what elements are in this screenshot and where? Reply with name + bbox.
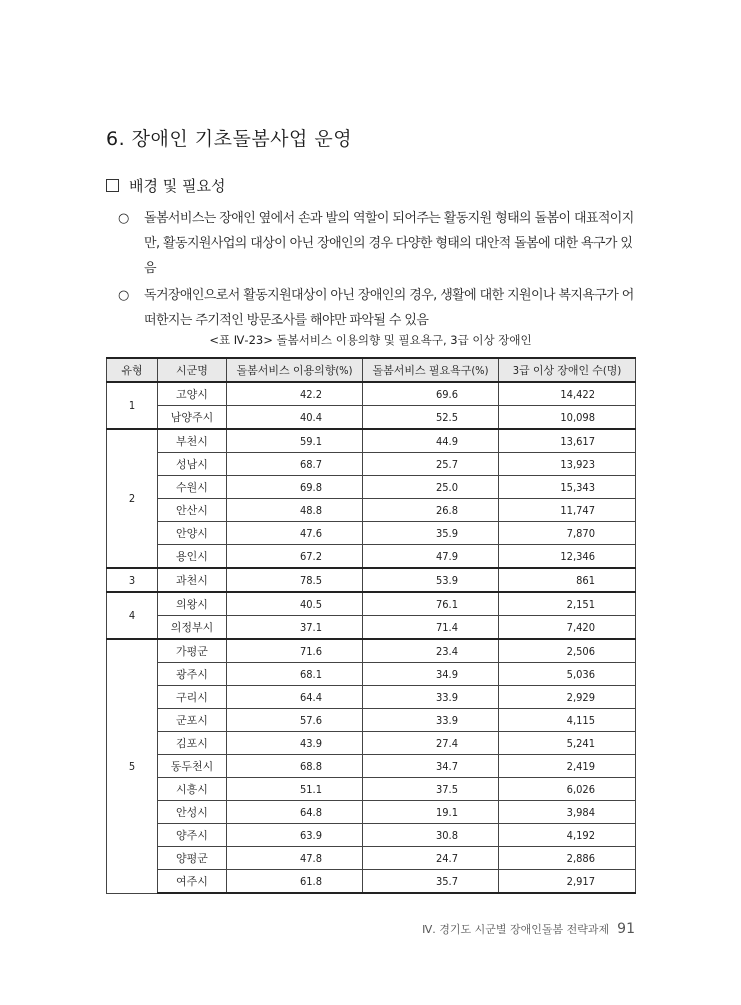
intent-cell: 67.2 bbox=[227, 545, 363, 569]
count-cell: 2,886 bbox=[499, 847, 636, 870]
table-row bbox=[107, 847, 636, 870]
city-cell: 군포시 bbox=[158, 709, 227, 732]
section-title: 6. 장애인 기초돌봄사업 운영 bbox=[106, 128, 353, 150]
count-cell: 3,984 bbox=[499, 801, 636, 824]
need-cell: 26.8 bbox=[363, 499, 499, 522]
header-cell: 3급 이상 장애인 수(명) bbox=[499, 358, 636, 382]
intent-cell: 47.8 bbox=[227, 847, 363, 870]
table-row bbox=[107, 663, 636, 686]
table-row bbox=[107, 801, 636, 824]
count-cell: 15,343 bbox=[499, 476, 636, 499]
count-cell: 2,929 bbox=[499, 686, 636, 709]
count-cell: 2,151 bbox=[499, 592, 636, 616]
header-cell: 시군명 bbox=[158, 358, 227, 382]
intent-cell: 64.4 bbox=[227, 686, 363, 709]
need-cell: 25.7 bbox=[363, 453, 499, 476]
count-cell: 5,036 bbox=[499, 663, 636, 686]
table-row bbox=[107, 545, 636, 569]
intent-cell: 40.4 bbox=[227, 406, 363, 430]
intent-cell: 68.1 bbox=[227, 663, 363, 686]
count-cell: 7,870 bbox=[499, 522, 636, 545]
table-row bbox=[107, 592, 636, 616]
count-cell: 2,419 bbox=[499, 755, 636, 778]
table-row bbox=[107, 568, 636, 592]
table-row bbox=[107, 686, 636, 709]
table-row bbox=[107, 499, 636, 522]
city-cell: 성남시 bbox=[158, 453, 227, 476]
city-cell: 안산시 bbox=[158, 499, 227, 522]
need-cell: 35.7 bbox=[363, 870, 499, 894]
need-cell: 24.7 bbox=[363, 847, 499, 870]
city-cell: 고양시 bbox=[158, 382, 227, 406]
city-cell: 김포시 bbox=[158, 732, 227, 755]
table-row bbox=[107, 616, 636, 640]
table-row bbox=[107, 406, 636, 430]
city-cell: 용인시 bbox=[158, 545, 227, 569]
table-row bbox=[107, 476, 636, 499]
header-cell: 돌봄서비스 이용의향(%) bbox=[227, 358, 363, 382]
intent-cell: 51.1 bbox=[227, 778, 363, 801]
need-cell: 34.9 bbox=[363, 663, 499, 686]
city-cell: 안성시 bbox=[158, 801, 227, 824]
count-cell: 5,241 bbox=[499, 732, 636, 755]
count-cell: 13,617 bbox=[499, 429, 636, 453]
data-table bbox=[106, 357, 636, 894]
city-cell: 양주시 bbox=[158, 824, 227, 847]
type-cell: 4 bbox=[107, 592, 158, 639]
need-cell: 27.4 bbox=[363, 732, 499, 755]
table-row bbox=[107, 639, 636, 663]
need-cell: 44.9 bbox=[363, 429, 499, 453]
city-cell: 동두천시 bbox=[158, 755, 227, 778]
intent-cell: 59.1 bbox=[227, 429, 363, 453]
bullet-list bbox=[118, 206, 638, 335]
city-cell: 의왕시 bbox=[158, 592, 227, 616]
intent-cell: 68.8 bbox=[227, 755, 363, 778]
need-cell: 76.1 bbox=[363, 592, 499, 616]
bullet-text: 독거장애인으로서 활동지원대상이 아닌 장애인의 경우, 생활에 대한 지원이나 복지욕구가 어떠한지는 주기적인 방문조사를 해야만 파악될 수 있음 bbox=[144, 288, 634, 328]
header-cell: 돌봄서비스 필요욕구(%) bbox=[363, 358, 499, 382]
intent-cell: 47.6 bbox=[227, 522, 363, 545]
bullet-text: 돌봄서비스는 장애인 옆에서 손과 발의 역할이 되어주는 활동지원 형태의 돌봄이 대표적이지만, 활동지원사업의 대상이 아닌 장애인의 경우 다양한 형태의 대안적 돌봄에 대한 욕구가 있음 bbox=[144, 211, 634, 276]
count-cell: 2,506 bbox=[499, 639, 636, 663]
table-row bbox=[107, 870, 636, 894]
table-header-row bbox=[107, 358, 636, 382]
count-cell: 10,098 bbox=[499, 406, 636, 430]
need-cell: 69.6 bbox=[363, 382, 499, 406]
count-cell: 11,747 bbox=[499, 499, 636, 522]
need-cell: 19.1 bbox=[363, 801, 499, 824]
table-row bbox=[107, 732, 636, 755]
type-cell: 2 bbox=[107, 429, 158, 568]
type-cell: 5 bbox=[107, 639, 158, 893]
table-row bbox=[107, 453, 636, 476]
intent-cell: 71.6 bbox=[227, 639, 363, 663]
type-cell: 3 bbox=[107, 568, 158, 592]
city-cell: 양평군 bbox=[158, 847, 227, 870]
table-row bbox=[107, 824, 636, 847]
subheading-text: 배경 및 필요성 bbox=[129, 177, 226, 195]
count-cell: 2,917 bbox=[499, 870, 636, 894]
intent-cell: 78.5 bbox=[227, 568, 363, 592]
bullet-item bbox=[118, 283, 638, 333]
city-cell: 남양주시 bbox=[158, 406, 227, 430]
intent-cell: 40.5 bbox=[227, 592, 363, 616]
count-cell: 6,026 bbox=[499, 778, 636, 801]
table-body bbox=[107, 382, 636, 893]
need-cell: 23.4 bbox=[363, 639, 499, 663]
footer-text: Ⅳ. 경기도 시군별 장애인돌봄 전략과제 bbox=[422, 923, 610, 936]
count-cell: 861 bbox=[499, 568, 636, 592]
city-cell: 가평군 bbox=[158, 639, 227, 663]
table-row bbox=[107, 382, 636, 406]
circle-bullet-icon: ○ bbox=[118, 211, 129, 226]
page-footer bbox=[422, 921, 635, 937]
need-cell: 47.9 bbox=[363, 545, 499, 569]
city-cell: 구리시 bbox=[158, 686, 227, 709]
count-cell: 14,422 bbox=[499, 382, 636, 406]
city-cell: 과천시 bbox=[158, 568, 227, 592]
intent-cell: 37.1 bbox=[227, 616, 363, 640]
city-cell: 수원시 bbox=[158, 476, 227, 499]
need-cell: 71.4 bbox=[363, 616, 499, 640]
need-cell: 33.9 bbox=[363, 709, 499, 732]
need-cell: 25.0 bbox=[363, 476, 499, 499]
intent-cell: 68.7 bbox=[227, 453, 363, 476]
count-cell: 12,346 bbox=[499, 545, 636, 569]
table-row bbox=[107, 429, 636, 453]
intent-cell: 64.8 bbox=[227, 801, 363, 824]
need-cell: 52.5 bbox=[363, 406, 499, 430]
city-cell: 의정부시 bbox=[158, 616, 227, 640]
need-cell: 53.9 bbox=[363, 568, 499, 592]
city-cell: 여주시 bbox=[158, 870, 227, 894]
page-number: 91 bbox=[617, 921, 635, 937]
intent-cell: 69.8 bbox=[227, 476, 363, 499]
intent-cell: 63.9 bbox=[227, 824, 363, 847]
intent-cell: 61.8 bbox=[227, 870, 363, 894]
intent-cell: 42.2 bbox=[227, 382, 363, 406]
type-cell: 1 bbox=[107, 382, 158, 429]
count-cell: 4,192 bbox=[499, 824, 636, 847]
table-row bbox=[107, 778, 636, 801]
intent-cell: 48.8 bbox=[227, 499, 363, 522]
bullet-item bbox=[118, 206, 638, 281]
table-caption: <표 Ⅳ-23> 돌봄서비스 이용의향 및 필요욕구, 3급 이상 장애인 bbox=[209, 333, 532, 347]
square-bullet-icon bbox=[106, 179, 119, 192]
table-row bbox=[107, 755, 636, 778]
count-cell: 4,115 bbox=[499, 709, 636, 732]
city-cell: 광주시 bbox=[158, 663, 227, 686]
intent-cell: 43.9 bbox=[227, 732, 363, 755]
need-cell: 33.9 bbox=[363, 686, 499, 709]
table-row bbox=[107, 709, 636, 732]
count-cell: 7,420 bbox=[499, 616, 636, 640]
intent-cell: 57.6 bbox=[227, 709, 363, 732]
table-row bbox=[107, 522, 636, 545]
need-cell: 35.9 bbox=[363, 522, 499, 545]
city-cell: 시흥시 bbox=[158, 778, 227, 801]
need-cell: 37.5 bbox=[363, 778, 499, 801]
need-cell: 34.7 bbox=[363, 755, 499, 778]
city-cell: 부천시 bbox=[158, 429, 227, 453]
subheading bbox=[106, 175, 225, 196]
need-cell: 30.8 bbox=[363, 824, 499, 847]
header-cell: 유형 bbox=[107, 358, 158, 382]
city-cell: 안양시 bbox=[158, 522, 227, 545]
circle-bullet-icon: ○ bbox=[118, 288, 129, 303]
count-cell: 13,923 bbox=[499, 453, 636, 476]
